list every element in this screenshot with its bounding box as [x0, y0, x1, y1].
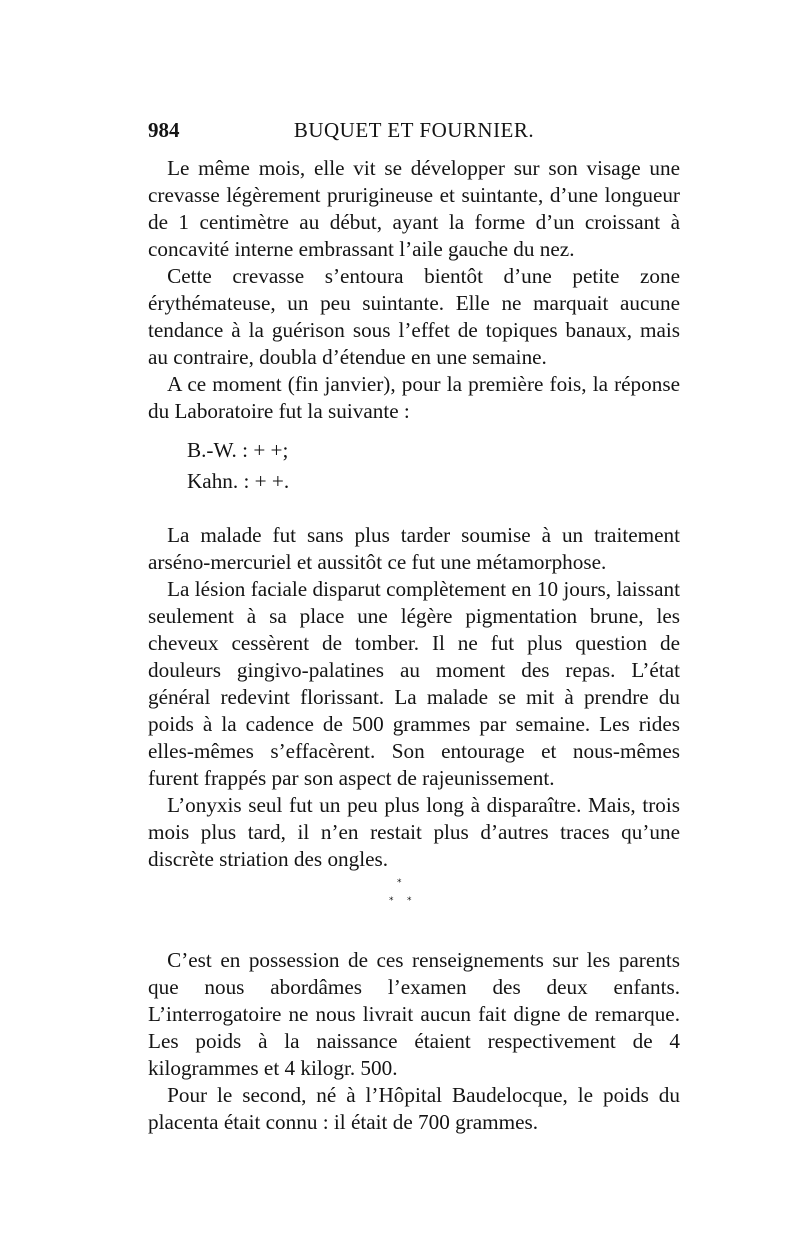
paragraph: L’onyxis seul fut un peu plus long à disparaître. Mais, trois mois plus tard, il n’en restait plus d’autres traces qu’une discrète striation des ongles.	[148, 793, 680, 871]
paragraph: La malade fut sans plus tarder soumise à un traitement arséno-mercuriel et aussitôt ce fut une métamorphose.	[148, 523, 680, 574]
asterisk-icon: *	[407, 896, 412, 906]
paragraph: Le même mois, elle vit se développer sur son visage une crevasse légèrement prurigineuse et suintante, d’une longueur de 1 centimètre au début, ayant la forme d’un croissant à concavité interne embrassant l’aile gauche du nez.	[148, 156, 680, 261]
section-separator	[0, 872, 800, 912]
page-number: 984	[148, 118, 180, 142]
paragraph: Cette crevasse s’entoura bientôt d’une petite zone érythémateuse, un peu suintante. Elle ne marquait aucune tendance à la guérison sous l’effet de topiques banaux, mais au contraire, doubla d’étendue en une semaine.	[148, 264, 680, 369]
paragraph: Pour le second, né à l’Hôpital Baudelocque, le poids du placenta était connu : il était de 700 grammes.	[148, 1083, 680, 1134]
text-block-middle	[148, 522, 680, 873]
asterisk-icon: *	[397, 878, 402, 888]
paragraph: La lésion faciale disparut complètement en 10 jours, laissant seulement à sa place une légère pigmentation brune, les cheveux cessèrent de tomber. Il ne fut plus question de douleurs gingivo-palatines au moment des repas. L’état général redevint florissant. La malade se mit à prendre du poids à la cadence de 500 grammes par semaine. Les rides elles-mêmes s’effacèrent. Son entourage et nous-mêmes furent frappés par son aspect de rajeunissement.	[148, 577, 680, 790]
paragraph: A ce moment (fin janvier), pour la première fois, la réponse du Laboratoire fut la suivante :	[148, 372, 680, 423]
text-block-top	[148, 155, 680, 425]
text-block-bottom	[148, 947, 680, 1136]
running-title: BUQUET ET FOURNIER.	[293, 118, 535, 142]
lab-result-kahn: Kahn. : + +.	[187, 469, 290, 493]
asterisk-icon: *	[389, 896, 394, 906]
lab-result-bw: B.-W. : + +;	[187, 438, 289, 462]
page-header	[148, 118, 680, 148]
paragraph: C’est en possession de ces renseignements sur les parents que nous abordâmes l’examen des deux enfants. L’interrogatoire ne nous livrait aucun fait digne de remarque. Les poids à la naissance étaient respectivement de 4 kilogrammes et 4 kilogr. 500.	[148, 948, 680, 1080]
